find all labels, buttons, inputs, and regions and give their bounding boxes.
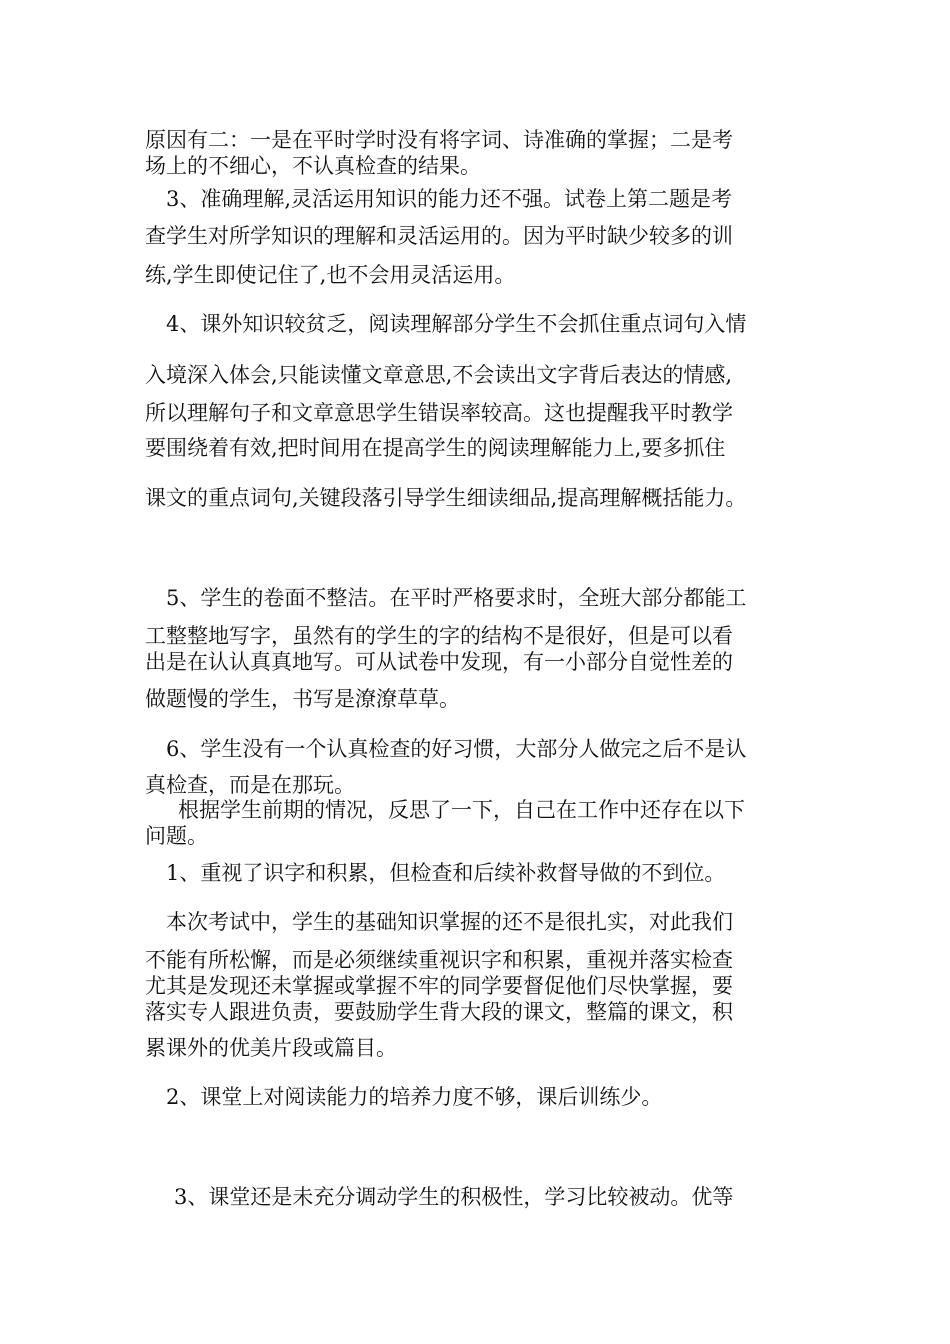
text-line: 5、学生的卷面不整洁。在平时严格要求时，全班大部分都能工 [166, 586, 747, 610]
text-line: 场上的不细心，不认真检查的结果。 [145, 154, 481, 178]
text-line: 原因有二：一是在平时学时没有将字词、诗准确的掌握；二是考 [145, 128, 733, 152]
text-line: 不能有所松懈，而是必须继续重视识字和积累，重视并落实检查 [145, 948, 733, 972]
text-line: 要围绕着有效,把时间用在提高学生的阅读理解能力上,要多抓住 [145, 436, 726, 460]
text-line: 本次考试中，学生的基础知识掌握的还不是很扎实，对此我们 [166, 910, 733, 934]
text-line: 2、课堂上对阅读能力的培养力度不够，课后训练少。 [166, 1085, 663, 1109]
text-line: 3、准确理解,灵活运用知识的能力还不强。试卷上第二题是考 [166, 187, 733, 211]
text-line: 1、重视了识字和积累，但检查和后续补救督导做的不到位。 [166, 861, 726, 885]
text-line: 查学生对所学知识的理解和灵活运用的。因为平时缺少较多的训 [145, 224, 733, 248]
text-line: 根据学生前期的情况，反思了一下，自己在工作中还存在以下 [178, 798, 745, 822]
text-line: 尤其是发现还未掌握或掌握不牢的同学要督促他们尽快掌握，要 [145, 974, 733, 998]
text-line: 课文的重点词句,关键段落引导学生细读细品,提高理解概括能力。 [145, 486, 747, 510]
text-line: 出是在认认真真地写。可从试卷中发现，有一小部分自觉性差的 [145, 650, 733, 674]
text-line: 做题慢的学生，书写是潦潦草草。 [145, 687, 460, 711]
text-line: 6、学生没有一个认真检查的好习惯，大部分人做完之后不是认 [166, 737, 747, 761]
text-line: 所以理解句子和文章意思学生错误率较高。这也提醒我平时教学 [145, 401, 733, 425]
text-line: 练,学生即使记住了,也不会用灵活运用。 [145, 263, 516, 287]
text-line: 累课外的优美片段或篇目。 [145, 1036, 397, 1060]
text-line: 问题。 [145, 824, 208, 848]
text-line: 工整整地写字，虽然有的学生的字的结构不是很好，但是可以看 [145, 624, 733, 648]
text-line: 4、课外知识较贫乏，阅读理解部分学生不会抓住重点词句入情 [166, 312, 747, 336]
text-line: 入境深入体会,只能读懂文章意思,不会读出文字背后表达的情感, [145, 363, 733, 387]
text-line: 落实专人跟进负责，要鼓励学生背大段的课文，整篇的课文，积 [145, 1000, 733, 1024]
text-line: 3、课堂还是未充分调动学生的积极性，学习比较被动。优等 [174, 1185, 734, 1209]
text-line: 真检查，而是在那玩。 [145, 773, 355, 797]
